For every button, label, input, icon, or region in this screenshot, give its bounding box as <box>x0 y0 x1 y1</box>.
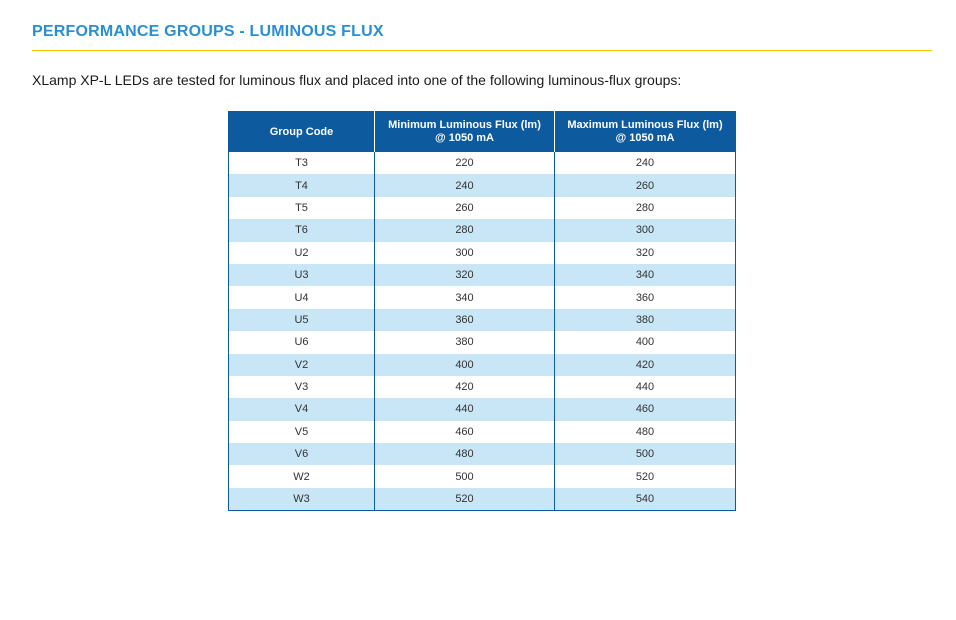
max-flux-cell: 520 <box>555 465 736 487</box>
header-max-flux-line1: Maximum Luminous Flux (lm) <box>567 119 723 131</box>
min-flux-cell: 320 <box>375 264 555 286</box>
min-flux-cell: 340 <box>375 286 555 308</box>
table-row <box>229 219 736 241</box>
min-flux-cell: 300 <box>375 242 555 264</box>
max-flux-cell: 340 <box>555 264 736 286</box>
table-header <box>229 112 736 153</box>
max-flux-cell: 480 <box>555 421 736 443</box>
header-min-flux-line1: Minimum Luminous Flux (lm) <box>388 119 541 131</box>
group-code-cell: U4 <box>229 286 375 308</box>
group-code-cell: T3 <box>229 152 375 174</box>
group-code-cell: U2 <box>229 242 375 264</box>
max-flux-cell: 400 <box>555 331 736 353</box>
max-flux-cell: 360 <box>555 286 736 308</box>
table-row <box>229 421 736 443</box>
table-row <box>229 331 736 353</box>
max-flux-cell: 540 <box>555 488 736 511</box>
table-row <box>229 286 736 308</box>
max-flux-cell: 440 <box>555 376 736 398</box>
max-flux-cell: 460 <box>555 398 736 420</box>
intro-text: XLamp XP-L LEDs are tested for luminous flux and placed into one of the following luminous-flux groups: <box>32 72 682 88</box>
group-code-cell: U5 <box>229 309 375 331</box>
min-flux-cell: 420 <box>375 376 555 398</box>
table-row <box>229 443 736 465</box>
header-row <box>229 112 736 153</box>
group-code-cell: V5 <box>229 421 375 443</box>
group-code-cell: T4 <box>229 174 375 196</box>
min-flux-cell: 400 <box>375 354 555 376</box>
min-flux-cell: 260 <box>375 197 555 219</box>
table-row <box>229 174 736 196</box>
max-flux-cell: 320 <box>555 242 736 264</box>
min-flux-cell: 380 <box>375 331 555 353</box>
min-flux-cell: 460 <box>375 421 555 443</box>
table-row <box>229 354 736 376</box>
max-flux-cell: 240 <box>555 152 736 174</box>
header-group-code-label: Group Code <box>269 125 334 138</box>
table-row <box>229 309 736 331</box>
table-body <box>229 152 736 511</box>
header-max-flux <box>555 112 736 153</box>
group-code-cell: U3 <box>229 264 375 286</box>
luminous-flux-table <box>228 111 736 511</box>
max-flux-cell: 380 <box>555 309 736 331</box>
min-flux-cell: 520 <box>375 488 555 511</box>
min-flux-cell: 280 <box>375 219 555 241</box>
min-flux-cell: 360 <box>375 309 555 331</box>
group-code-cell: V2 <box>229 354 375 376</box>
header-group-code <box>229 112 375 153</box>
max-flux-cell: 280 <box>555 197 736 219</box>
min-flux-cell: 240 <box>375 174 555 196</box>
table-row <box>229 376 736 398</box>
table-row <box>229 197 736 219</box>
header-max-flux-line2: @ 1050 mA <box>615 132 675 144</box>
table-row <box>229 398 736 420</box>
max-flux-cell: 260 <box>555 174 736 196</box>
title-divider <box>32 50 932 51</box>
table-row <box>229 264 736 286</box>
min-flux-cell: 220 <box>375 152 555 174</box>
max-flux-cell: 420 <box>555 354 736 376</box>
group-code-cell: T5 <box>229 197 375 219</box>
table-row <box>229 152 736 174</box>
table-row <box>229 488 736 511</box>
group-code-cell: T6 <box>229 219 375 241</box>
min-flux-cell: 440 <box>375 398 555 420</box>
min-flux-cell: 480 <box>375 443 555 465</box>
table-row <box>229 242 736 264</box>
min-flux-cell: 500 <box>375 465 555 487</box>
max-flux-cell: 500 <box>555 443 736 465</box>
group-code-cell: U6 <box>229 331 375 353</box>
group-code-cell: V6 <box>229 443 375 465</box>
group-code-cell: W2 <box>229 465 375 487</box>
table-row <box>229 465 736 487</box>
group-code-cell: W3 <box>229 488 375 511</box>
header-min-flux-line2: @ 1050 mA <box>434 132 495 144</box>
max-flux-cell: 300 <box>555 219 736 241</box>
group-code-cell: V3 <box>229 376 375 398</box>
section-title: PERFORMANCE GROUPS - LUMINOUS FLUX <box>32 23 384 40</box>
header-min-flux <box>375 112 555 153</box>
group-code-cell: V4 <box>229 398 375 420</box>
